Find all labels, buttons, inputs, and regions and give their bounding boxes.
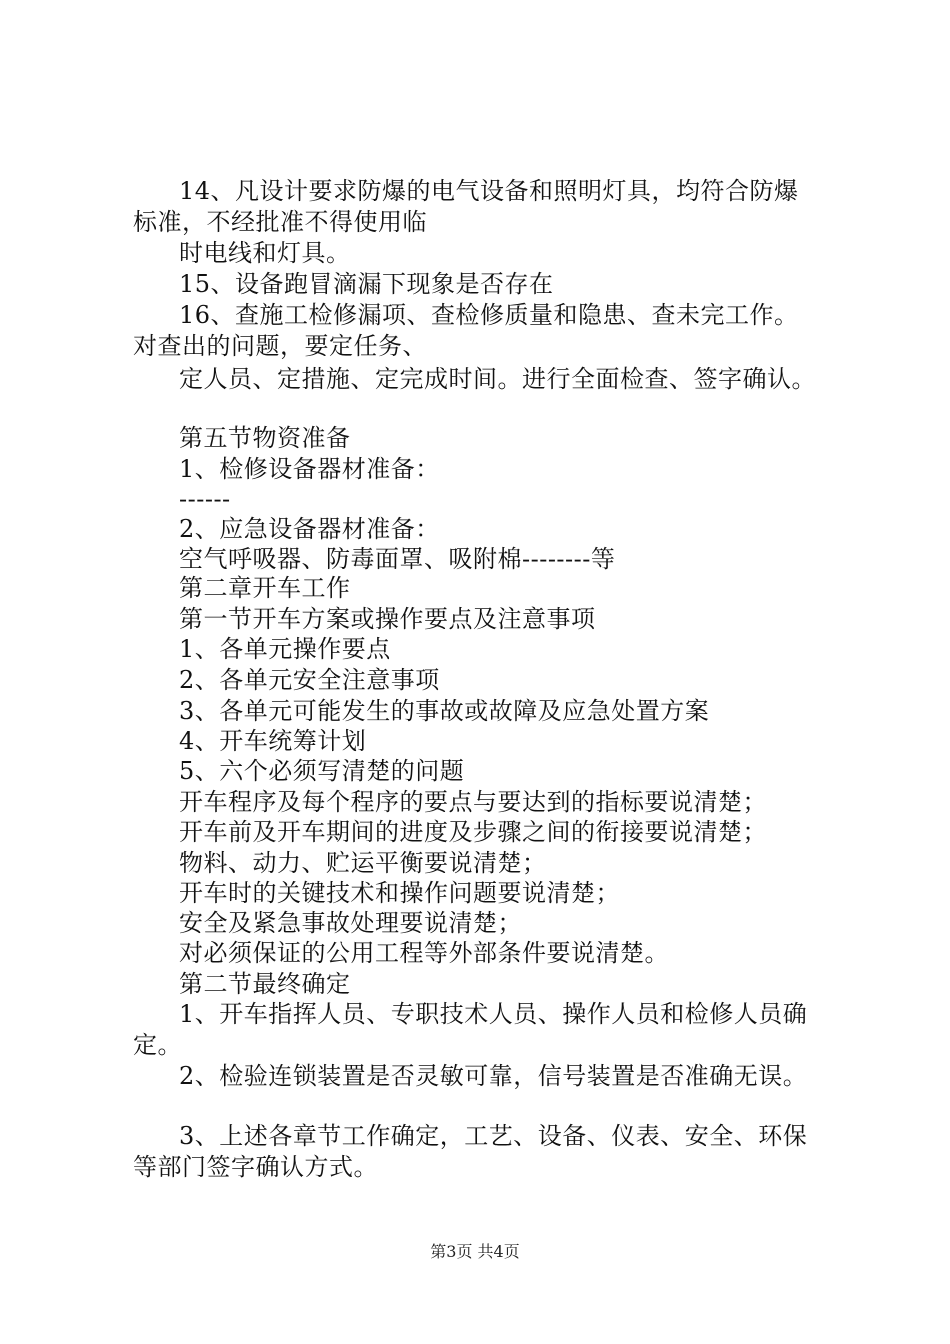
text-line: 16、查施工检修漏项、查检修质量和隐患、查未完工作。 [179,301,799,329]
chapter-heading: 第二章开车工作 [179,574,351,602]
text-line: 4、开车统筹计划 [179,727,367,755]
text-line: 2、检验连锁装置是否灵敏可靠，信号装置是否准确无误。 [179,1062,808,1090]
section-heading: 第一节开车方案或操作要点及注意事项 [179,605,596,633]
text-line: 开车时的关键技术和操作问题要说清楚； [179,879,620,907]
text-line: 2、各单元安全注意事项 [179,666,440,694]
text-line: 14、凡设计要求防爆的电气设备和照明灯具，均符合防爆 [179,177,799,205]
text-line: 1、检修设备器材准备： [179,455,440,483]
text-line: 对必须保证的公用工程等外部条件要说清楚。 [179,939,669,967]
text-line: 3、上述各章节工作确定，工艺、设备、仪表、安全、环保 [179,1122,808,1150]
text-line: 标准，不经批准不得使用临 [133,208,427,236]
text-line: 安全及紧急事故处理要说清楚； [179,909,522,937]
text-line: 时电线和灯具。 [179,239,351,267]
text-line: 等部门签字确认方式。 [133,1153,378,1181]
section-heading: 第二节最终确定 [179,970,351,998]
section-heading: 第五节物资准备 [179,424,351,452]
text-line: ------ [179,485,231,513]
text-line: 开车前及开车期间的进度及步骤之间的衔接要说清楚； [179,818,767,846]
text-line: 2、应急设备器材准备： [179,515,440,543]
text-line: 1、开车指挥人员、专职技术人员、操作人员和检修人员确 [179,1000,808,1028]
text-line: 5、六个必须写清楚的问题 [179,757,465,785]
text-line: 空气呼吸器、防毒面罩、吸附棉--------等 [179,545,616,573]
page-footer: 第3页 共4页 [430,1242,520,1261]
text-line: 开车程序及每个程序的要点与要达到的指标要说清楚； [179,788,767,816]
text-line: 对查出的问题，要定任务、 [133,332,427,360]
text-line: 15、设备跑冒滴漏下现象是否存在 [179,270,554,298]
text-line: 定人员、定措施、定完成时间。进行全面检查、签字确认。 [179,365,816,393]
text-line: 定。 [133,1031,182,1059]
text-line: 3、各单元可能发生的事故或故障及应急处置方案 [179,697,710,725]
text-line: 1、各单元操作要点 [179,635,391,663]
text-line: 物料、动力、贮运平衡要说清楚； [179,849,547,877]
